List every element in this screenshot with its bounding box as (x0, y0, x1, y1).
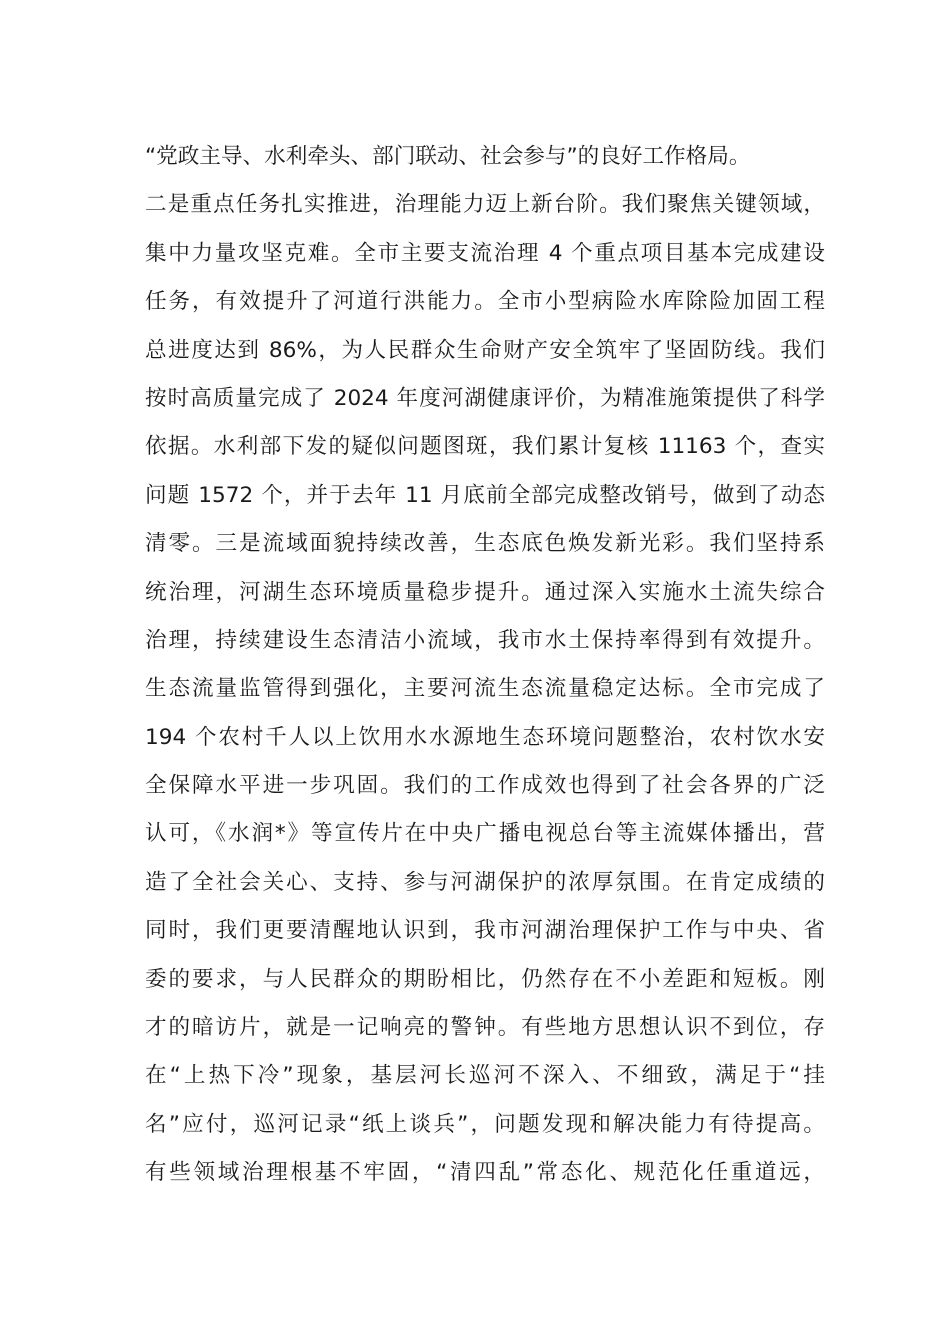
text-line: 同时，我们更要清醒地认识到，我市河湖治理保护工作与中央、省 (145, 918, 825, 944)
text-line: 委的要求，与人民群众的期盼相比，仍然存在不小差距和短板。刚 (145, 966, 825, 992)
text-line: 问题 1572 个，并于去年 11 月底前全部完成整改销号，做到了动态 (145, 482, 825, 508)
text-line: 才的暗访片，就是一记响亮的警钟。有些地方思想认识不到位，存 (145, 1015, 825, 1041)
text-line: 有些领域治理根基不牢固，“清四乱”常态化、规范化任重道远， (145, 1160, 825, 1186)
text-line: 认可，《水润*》等宣传片在中央广播电视总台等主流媒体播出，营 (145, 821, 825, 847)
text-line: 统治理，河湖生态环境质量稳步提升。通过深入实施水土流失综合 (145, 579, 825, 605)
text-line: 生态流量监管得到强化，主要河流生态流量稳定达标。全市完成了 (145, 676, 825, 702)
text-line: 集中力量攻坚克难。全市主要支流治理 4 个重点项目基本完成建设 (145, 240, 825, 266)
text-line: “党政主导、水利牵头、部门联动、社会参与”的良好工作格局。 (145, 144, 751, 169)
body-text (145, 133, 825, 1198)
text-line: 清零。三是流域面貌持续改善，生态底色焕发新光彩。我们坚持系 (145, 531, 825, 557)
text-line: 造了全社会关心、支持、参与河湖保护的浓厚氛围。在肯定成绩的 (145, 869, 825, 895)
text-line: 按时高质量完成了 2024 年度河湖健康评价，为精准施策提供了科学 (145, 385, 825, 411)
text-line: 任务，有效提升了河道行洪能力。全市小型病险水库除险加固工程 (145, 289, 825, 315)
text-line: 总进度达到 86%，为人民群众生命财产安全筑牢了坚固防线。我们 (145, 337, 825, 363)
text-line: 194 个农村千人以上饮用水水源地生态环境问题整治，农村饮水安 (145, 724, 825, 750)
text-line: 名”应付，巡河记录“纸上谈兵”，问题发现和解决能力有待提高。 (145, 1111, 825, 1137)
text-line: 依据。水利部下发的疑似问题图斑，我们累计复核 11163 个，查实 (145, 434, 825, 460)
text-line: 在“上热下冷”现象，基层河长巡河不深入、不细致，满足于“挂 (145, 1063, 825, 1089)
text-line: 二是重点任务扎实推进，治理能力迈上新台阶。我们聚焦关键领域， (145, 192, 825, 218)
text-line: 治理，持续建设生态清洁小流域，我市水土保持率得到有效提升。 (145, 627, 825, 653)
text-line: 全保障水平进一步巩固。我们的工作成效也得到了社会各界的广泛 (145, 773, 825, 799)
